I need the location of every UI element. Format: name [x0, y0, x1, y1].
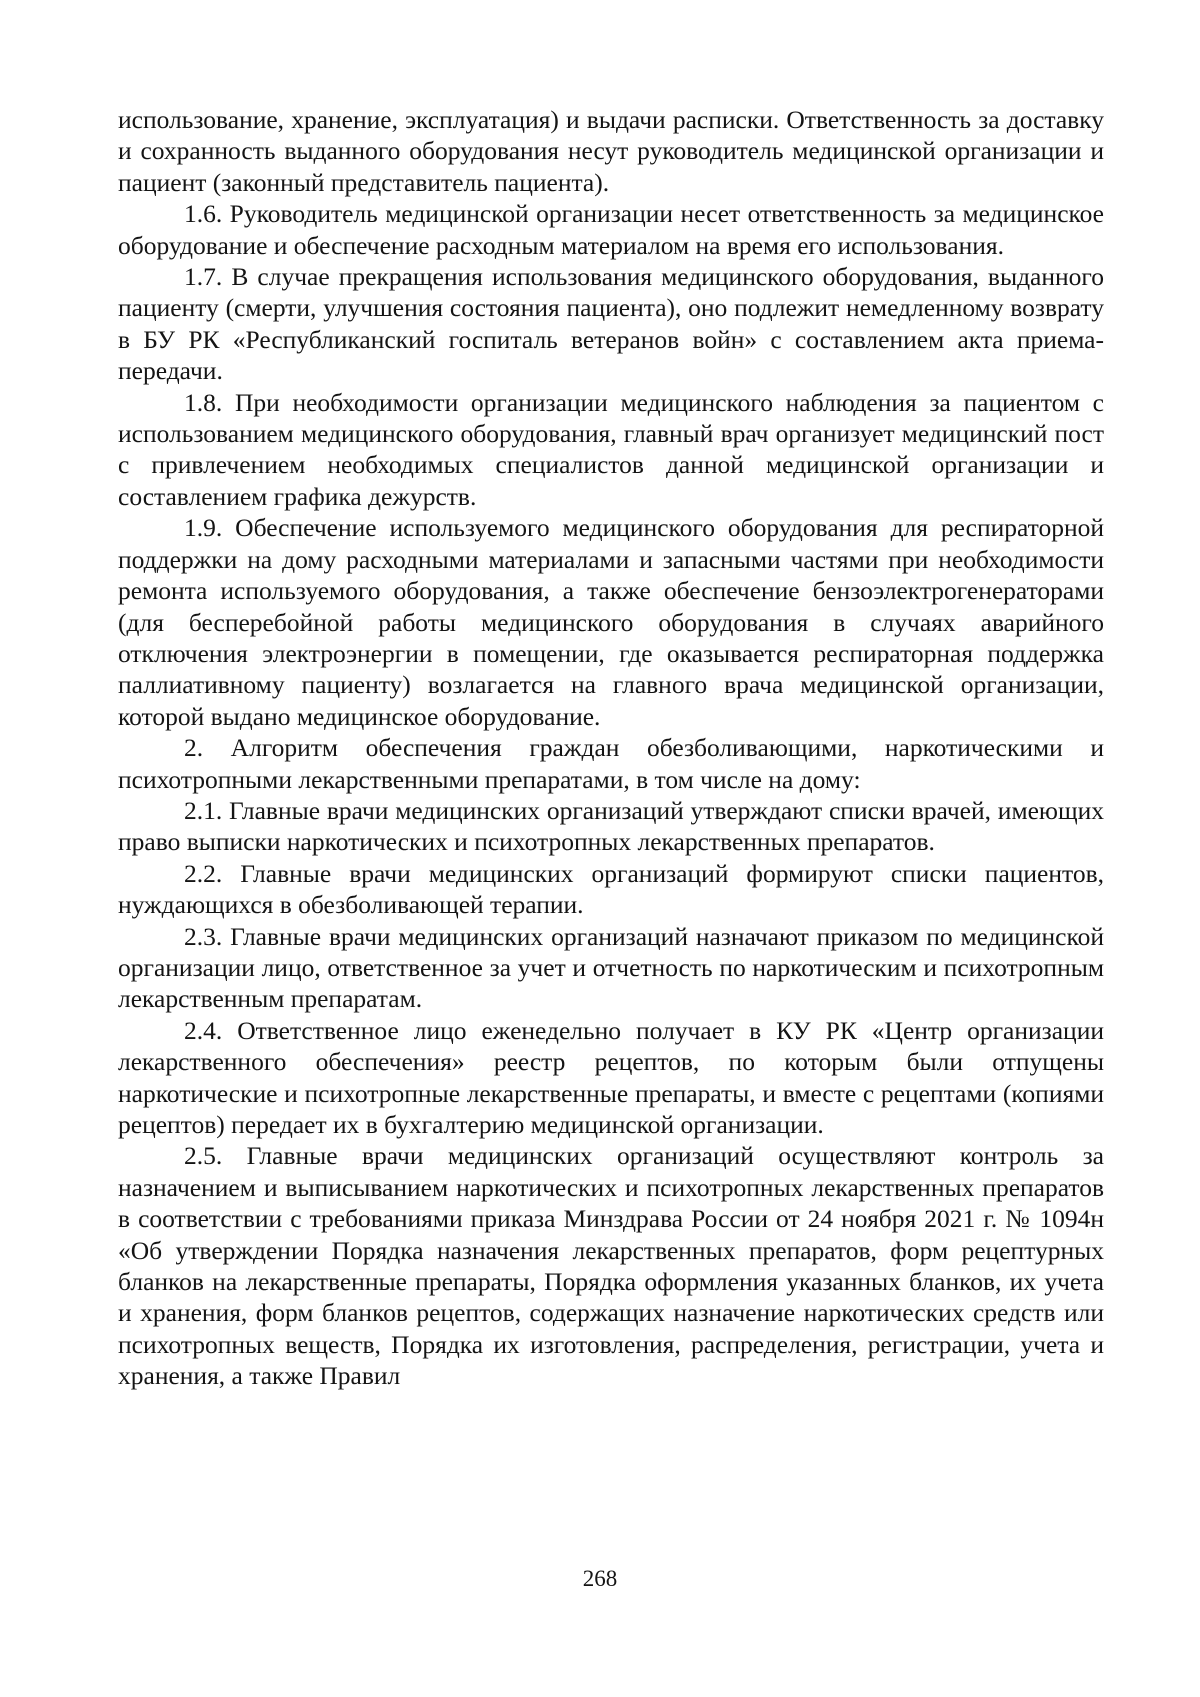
paragraph-2: 2. Алгоритм обеспечения граждан обезболивающими, наркотическими и психотропными лекарственными препаратами, в том числе на дому: [118, 733, 1104, 794]
paragraph-2-5: 2.5. Главные врачи медицинских организаций осуществляют контроль за назначением и выписыванием наркотических и психотропных лекарственных препаратов в соответствии с требованиями приказа Минздрава России от 24 ноября 2021 г. № 1094н «Об утверждении Порядка назначения лекарственных препаратов, форм рецептурных бланков на лекарственные препараты, Порядка оформления указанных бланков, их учета и хранения, форм бланков рецептов, содержащих назначение наркотических средств или психотропных веществ, Порядка их изготовления, распределения, регистрации, учета и хранения, а также Правил [118, 1141, 1104, 1391]
paragraph-2-4: 2.4. Ответственное лицо еженедельно получает в КУ РК «Центр организации лекарственного обеспечения» реестр рецептов, по которым были отпущены наркотические и психотропные лекарственные препараты, и вместе с рецептами (копиями рецептов) передает их в бухгалтерию медицинской организации. [118, 1015, 1104, 1139]
paragraph-1-6: 1.6. Руководитель медицинской организации несет ответственность за медицинское оборудование и обеспечение расходным материалом на время его использования. [118, 199, 1104, 260]
paragraph-1-7: 1.7. В случае прекращения использования медицинского оборудования, выданного пациенту (смерти, улучшения состояния пациента), оно подлежит немедленному возврату в БУ РК «Республиканский госпиталь ветеранов войн» с составлением акта приема-передачи. [118, 262, 1104, 386]
paragraph-2-1: 2.1. Главные врачи медицинских организаций утверждают списки врачей, имеющих право выписки наркотических и психотропных лекарственных препаратов. [118, 795, 1104, 857]
paragraph-2-2: 2.2. Главные врачи медицинских организаций формируют списки пациентов, нуждающихся в обезболивающей терапии. [118, 858, 1104, 920]
document-body [118, 104, 1104, 1392]
paragraph-1-8: 1.8. При необходимости организации медицинского наблюдения за пациентом с использованием медицинского оборудования, главный врач организует медицинский пост с привлечением необходимых специалистов данной медицинской организации и составлением графика дежурств. [118, 387, 1104, 511]
paragraph-1-9: 1.9. Обеспечение используемого медицинского оборудования для респираторной поддержки на дому расходными материалами и запасными частями при необходимости ремонта используемого оборудования, а также обеспечение бензоэлектрогенераторами (для бесперебойной работы медицинского оборудования в случаях аварийного отключения электроэнергии в помещении, где оказывается респираторная поддержка паллиативному пациенту) возлагается на главного врача медицинской организации, которой выдано медицинское оборудование. [118, 513, 1104, 731]
page-number: 268 [582, 1566, 618, 1591]
paragraph-2-3: 2.3. Главные врачи медицинских организаций назначают приказом по медицинской организации лицо, ответственное за учет и отчетность по наркотическим и психотропным лекарственным препаратам. [118, 921, 1104, 1014]
paragraph-continuation: использование, хранение, эксплуатация) и выдачи расписки. Ответственность за доставку и сохранность выданного оборудования несут руководитель медицинской организации и пациент (законный представитель пациента). [118, 105, 1104, 197]
